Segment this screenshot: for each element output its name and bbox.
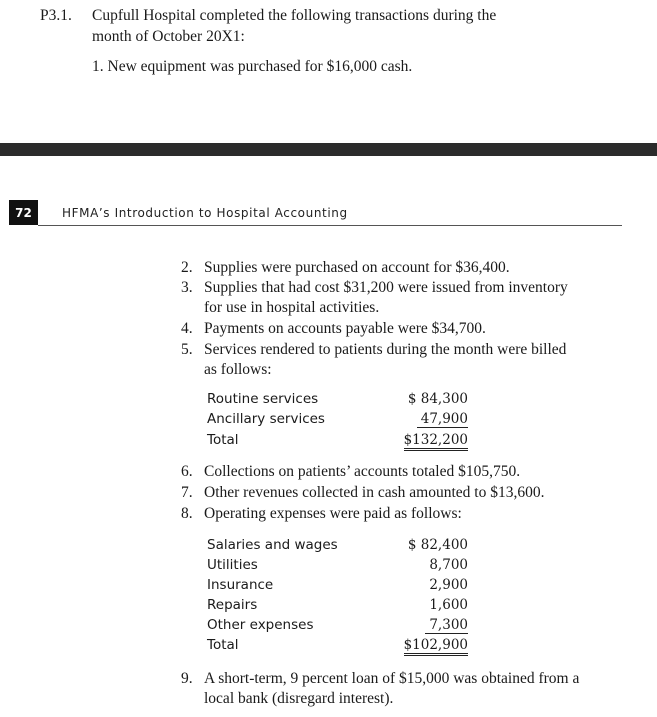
problem-intro-line-1: Cupfull Hospital completed the following transactions during the [92, 7, 497, 24]
item-text: Payments on accounts payable were $34,700. [204, 320, 486, 337]
item-number: 4. [181, 320, 193, 337]
item-text: Supplies that had cost $31,200 were issued from inventory [204, 279, 568, 296]
page-number: 72 [9, 200, 38, 225]
item-text: Operating expenses were paid as follows: [204, 505, 462, 522]
expenses-row-label: Repairs [207, 597, 258, 613]
item-text: as follows: [204, 361, 272, 378]
item-text: Supplies were purchased on account for $36,400. [204, 259, 510, 276]
expenses-row-label: Utilities [207, 557, 258, 573]
services-total-label: Total [207, 432, 239, 448]
page-break-bar [0, 143, 657, 156]
transaction-item-1: 1. New equipment was purchased for $16,000 cash. [92, 58, 413, 75]
item-text: local bank (disregard interest). [204, 690, 394, 707]
item-number: 6. [181, 463, 193, 480]
problem-label: P3.1. [40, 7, 72, 24]
expenses-row-value: 2,900 [429, 577, 468, 593]
services-row-value: $ 84,300 [407, 391, 468, 407]
item-number: 7. [181, 484, 193, 501]
expenses-row-value: 7,300 [378, 617, 468, 634]
services-total-value: $132,200 [378, 432, 468, 451]
item-number: 2. [181, 259, 193, 276]
item-text: Services rendered to patients during the month were billed [204, 341, 567, 358]
item-text: Other revenues collected in cash amounted to $13,600. [204, 484, 545, 501]
expenses-total-label: Total [207, 637, 239, 653]
item-number: 5. [181, 341, 193, 358]
services-row-value: 47,900 [378, 411, 468, 428]
header-rule [38, 225, 622, 226]
item-text: A short-term, 9 percent loan of $15,000 was obtained from a [204, 670, 580, 687]
item-number: 8. [181, 505, 193, 522]
expenses-total-value: $102,900 [378, 637, 468, 656]
expenses-row-value: 8,700 [429, 557, 468, 573]
running-head: HFMA’s Introduction to Hospital Accounting [62, 206, 348, 220]
expenses-row-label: Insurance [207, 577, 274, 593]
expenses-row-label: Other expenses [207, 617, 314, 633]
item-text: for use in hospital activities. [204, 299, 380, 316]
expenses-row-label: Salaries and wages [207, 537, 338, 553]
problem-intro-line-2: month of October 20X1: [92, 28, 245, 45]
services-row-label: Routine services [207, 391, 319, 407]
item-number: 9. [181, 670, 193, 687]
expenses-row-value: $ 82,400 [407, 537, 468, 553]
expenses-row-value: 1,600 [429, 597, 468, 613]
item-text: Collections on patients’ accounts totaled $105,750. [204, 463, 521, 480]
services-row-label: Ancillary services [207, 411, 325, 427]
item-number: 3. [181, 279, 193, 296]
